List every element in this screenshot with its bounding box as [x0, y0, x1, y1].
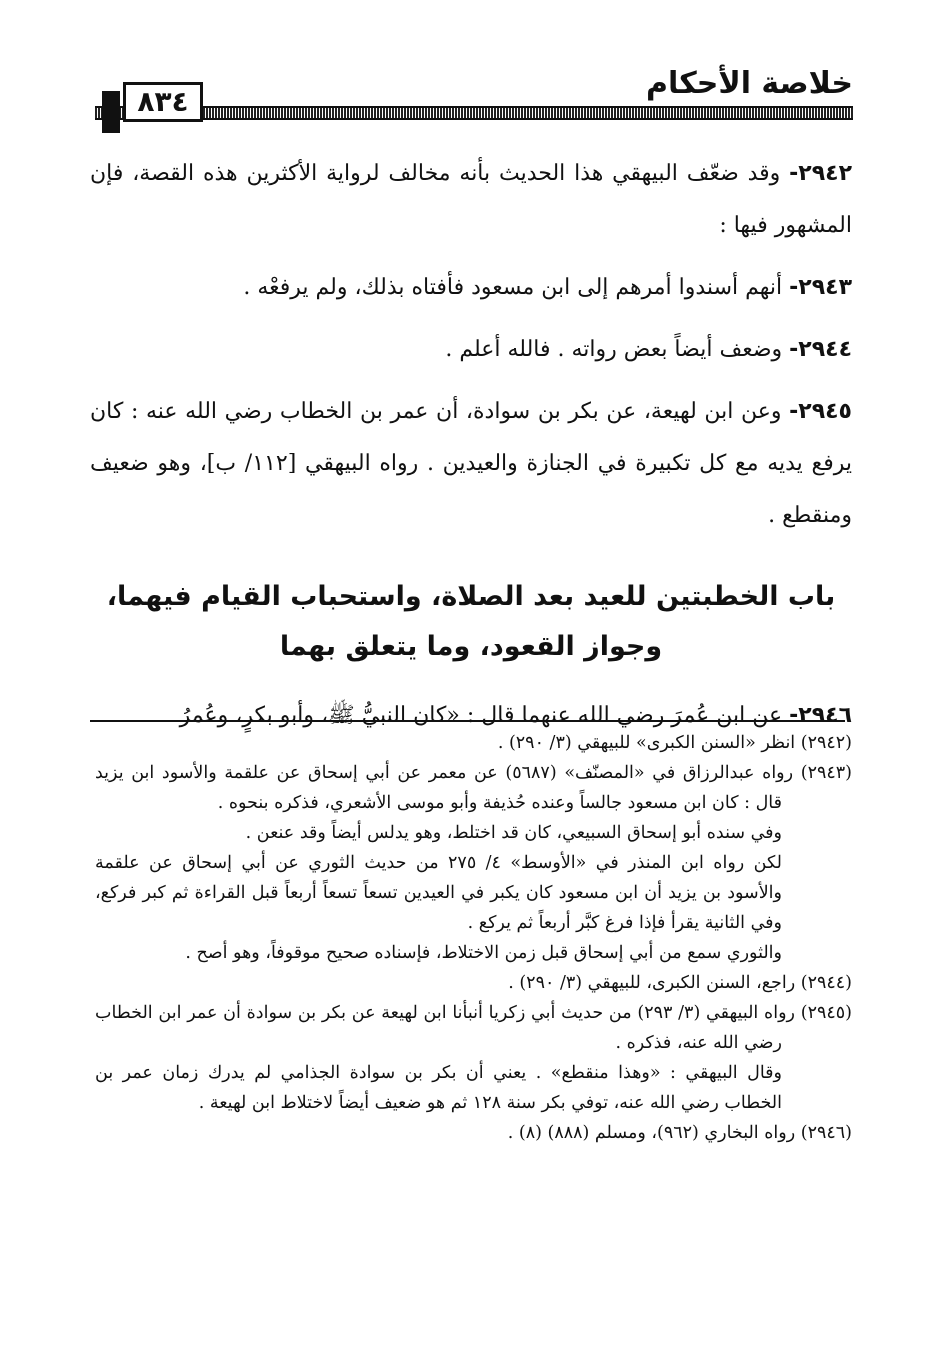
footnote-2943-note-1: وفي سنده أبو إسحاق السبيعي، كان قد اختلط، وهو يدلس أيضاً وقد عنعن .	[245, 823, 782, 843]
paragraph-text: عن ابن عُمرَ رضي الله عنهما قال : «كان النبيُّ ﷺ، وأبو بكرٍ، وعُمرُ	[179, 703, 783, 728]
page-header	[95, 62, 853, 122]
paragraph-2944	[90, 324, 852, 376]
page-number: ٨٣٤	[123, 82, 203, 122]
book-title: خلاصة الأحكام	[646, 66, 853, 101]
hadith-number: ٢٩٤٦-	[789, 703, 852, 728]
paragraph-text: وضعف أيضاً بعض رواته . فالله أعلم .	[445, 337, 783, 362]
footnote-2945-note-1: وقال البيهقي : «وهذا منقطع» . يعني أن بكر بن سوادة الجذامي لم يدرك زمان عمر بن الخطاب رضي الله عنه، توفي بكر سنة ١٢٨ ثم هو ضعيف أيضاً لاختلاط ابن لهيعة .	[95, 1063, 782, 1113]
chapter-title	[90, 572, 852, 672]
footnote-2943-note-2: لكن رواه ابن المنذر في «الأوسط» ٤/ ٢٧٥ من حديث الثوري عن أبي إسحاق عن علقمة والأسود بن يزيد أن ابن مسعود كان يكبر في العيدين تسعاً تسعاً أربعاً قبل القراءة ثم كبر فركع، وفي الثانية يقرأ فإذا فرغ كبَّر أربعاً ثم يركع .	[95, 853, 782, 933]
footnotes	[95, 728, 852, 1148]
hadith-number: ٢٩٤٤-	[789, 337, 852, 362]
paragraph-2942	[90, 148, 852, 252]
hadith-number: ٢٩٤٣-	[789, 275, 852, 300]
footnote-2943: (٢٩٤٣) رواه عبدالرزاق في «المصنّف» (٥٦٨٧) عن معمر عن أبي إسحاق عن علقمة والأسود ابن يزيد قال : كان ابن مسعود جالساً وعنده حُذيفة وأبو موسى الأشعري، فذكره بنحوه .	[95, 763, 852, 813]
footnote-2943-note-3: والثوري سمع من أبي إسحاق قبل زمن الاختلاط، فإسناده صحيح موقوفاً، وهو أصح .	[185, 943, 782, 963]
paragraph-text: وعن ابن لهيعة، عن بكر بن سوادة، أن عمر بن الخطاب رضي الله عنه : كان يرفع يديه مع كل تكبيرة في الجنازة والعيدين . رواه البيهقي [١١٢/ ب]، وهو ضعيف ومنقطع .	[90, 399, 852, 528]
footnote-2946: (٢٩٤٦) رواه البخاري (٩٦٢)، ومسلم (٨٨٨) (٨) .	[507, 1123, 852, 1143]
chapter-title-line-1: باب الخطبتين للعيد بعد الصلاة، واستحباب القيام فيهما،	[106, 581, 836, 612]
footnote-2945: (٢٩٤٥) رواه البيهقي (٣/ ٢٩٣) من حديث أبي زكريا أنبأنا ابن لهيعة عن بكر بن سوادة أن عمر ابن الخطاب رضي الله عنه، فذكره .	[95, 1003, 852, 1053]
header-rule	[95, 106, 853, 120]
hadith-number: ٢٩٤٥-	[789, 399, 852, 424]
footnote-2944: (٢٩٤٤) راجع، السنن الكبرى، للبيهقي (٣/ ٢٩٠) .	[508, 973, 852, 993]
paragraph-2945	[90, 386, 852, 542]
chapter-title-line-2: وجواز القعود، وما يتعلق بهما	[279, 631, 663, 662]
paragraph-text: أنهم أسندوا أمرهم إلى ابن مسعود فأفتاه بذلك، ولم يرفعْه .	[243, 275, 783, 300]
hadith-number: ٢٩٤٢-	[789, 161, 852, 186]
footnote-separator	[90, 720, 845, 722]
paragraph-text: وقد ضعّف البيهقي هذا الحديث بأنه مخالف لرواية الأكثرين هذه القصة، فإن المشهور فيها :	[90, 161, 852, 238]
footnote-2942: (٢٩٤٢) انظر «السنن الكبرى» للبيهقي (٣/ ٢٩٠) .	[497, 733, 852, 753]
paragraph-2943	[90, 262, 852, 314]
main-text	[90, 148, 852, 752]
